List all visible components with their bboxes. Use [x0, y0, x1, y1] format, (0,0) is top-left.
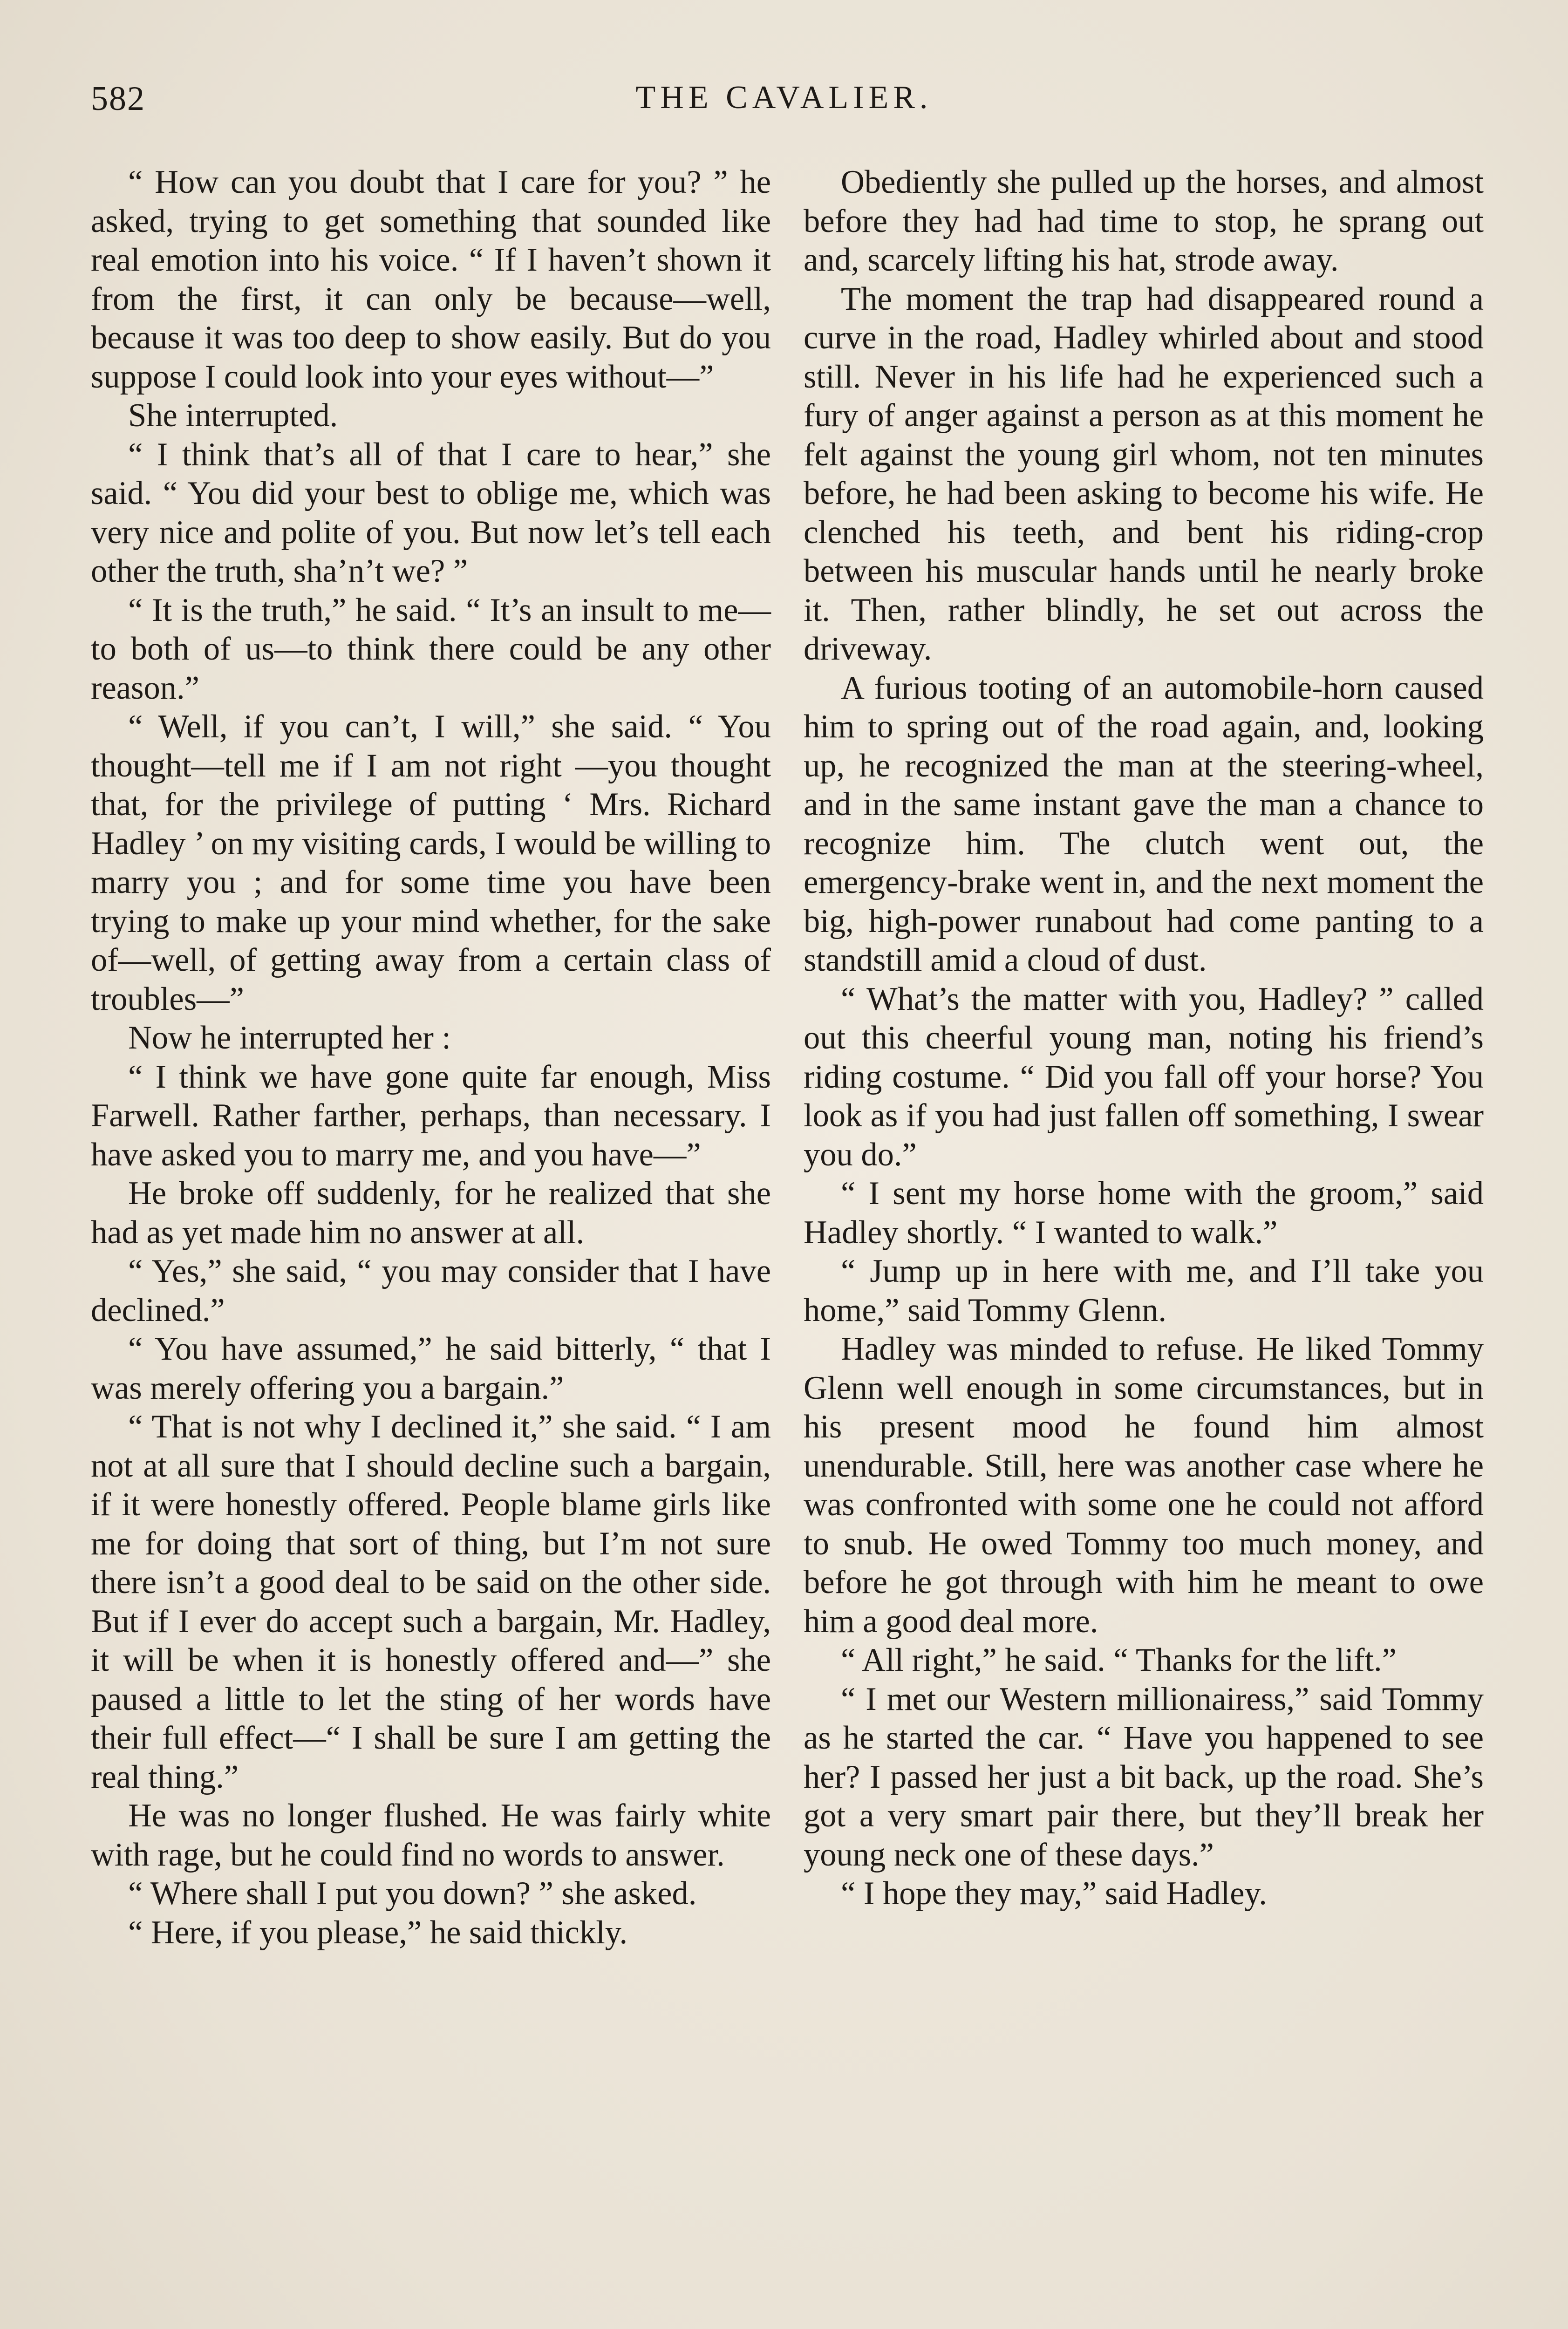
paragraph: She interrupted.	[128, 397, 338, 434]
paragraph: “ I sent my horse home with the groom,” said Hadley shortly. “ I wanted to walk.”	[804, 1175, 1484, 1251]
left-column	[91, 163, 771, 1952]
running-title: THE CAVALIER.	[635, 80, 933, 116]
paragraph: “ I think that’s all of that I care to hear,” she said. “ You did your best to oblige me, which was very nice and polite of you. But now let’s tell each other the truth, sha’n’t we? ”	[91, 436, 771, 589]
paragraph: “ I hope they may,” said Hadley.	[841, 1875, 1267, 1912]
paragraph: “ Jump up in here with me, and I’ll take you home,” said Tommy Glenn.	[804, 1253, 1484, 1328]
paragraph: “ Well, if you can’t, I will,” she said. “ You thought—tell me if I am not right —you thought that, for the privilege of putting ‘ Mrs. Richard Hadley ’ on my visiting cards, I would be willing to marry you ; and for some time you have been trying to make up your mind whether, for the sake of—well, of getting away from a certain class of troubles—”	[91, 708, 771, 1017]
paragraph: “ Where shall I put you down? ” she asked.	[128, 1875, 697, 1912]
paragraph: “ It is the truth,” he said. “ It’s an insult to me—to both of us—to think there could be any other reason.”	[91, 592, 771, 706]
paragraph: “ What’s the matter with you, Hadley? ” called out this cheerful young man, noting his friend’s riding costume. “ Did you fall off your horse? You look as if you had just fallen off something, I swear you do.”	[804, 981, 1484, 1173]
page-number: 582	[91, 80, 145, 118]
paragraph: He broke off suddenly, for he realized that she had as yet made him no answer at all.	[91, 1175, 771, 1251]
paragraph: “ That is not why I declined it,” she said. “ I am not at all sure that I should decline such a bargain, if it were honestly offered. People blame girls like me for doing that sort of thing, but I’m not sure there isn’t a good deal to be said on the other side. But if I ever do accept such a bargain, Mr. Hadley, it will be when it is honestly offered and—” she paused a little to let the sting of her words have their full effect—“ I shall be sure I am getting the real thing.”	[91, 1409, 771, 1795]
paragraph: “ I think we have gone quite far enough, Miss Farwell. Rather farther, perhaps, than necessary. I have asked you to marry me, and you have—”	[91, 1058, 771, 1173]
paragraph: Now he interrupted her :	[128, 1020, 451, 1056]
right-column	[804, 163, 1484, 1914]
paragraph: “ I met our Western millionairess,” said Tommy as he started the car. “ Have you happened to see her? I passed her just a bit back, up the road. She’s got a very smart pair there, but they’ll break her young neck one of these days.”	[804, 1681, 1484, 1873]
paragraph: “ Yes,” she said, “ you may consider that I have declined.”	[91, 1253, 771, 1328]
page-header	[91, 79, 1477, 130]
paragraph: “ All right,” he said. “ Thanks for the lift.”	[841, 1642, 1397, 1678]
paragraph: A furious tooting of an automobile-horn caused him to spring out of the road again, and, looking up, he recognized the man at the steering-wheel, and in the same instant gave the man a chance to recognize him. The clutch went out, the emergency-brake went in, and the next moment the big, high-power runabout had come panting to a standstill amid a cloud of dust.	[804, 669, 1484, 978]
paragraph: Hadley was minded to refuse. He liked Tommy Glenn well enough in some circumstances, but in his present mood he found him almost unendurable. Still, here was another case where he was confronted with some one he could not afford to snub. He owed Tommy too much money, and before he got through with him he meant to owe him a good deal more.	[804, 1331, 1484, 1640]
paragraph: “ Here, if you please,” he said thickly.	[128, 1914, 628, 1951]
paragraph: The moment the trap had disappeared round a curve in the road, Hadley whirled about and stood still. Never in his life had he experienced such a fury of anger against a person as at this moment he felt against the young girl whom, not ten minutes before, he had been asking to become his wife. He clenched his teeth, and bent his riding-crop between his muscular hands until he nearly broke it. Then, rather blindly, he set out across the driveway.	[804, 280, 1484, 667]
paragraph: “ You have assumed,” he said bitterly, “ that I was merely offering you a bargain.”	[91, 1331, 771, 1406]
paragraph: He was no longer flushed. He was fairly white with rage, but he could find no words to answer.	[91, 1798, 771, 1873]
paragraph: “ How can you doubt that I care for you? ” he asked, trying to get something that sounded like real emotion into his voice. “ If I haven’t shown it from the first, it can only be because—well, because it was too deep to show easily. But do you suppose I could look into your eyes without—”	[91, 164, 771, 395]
paragraph: Obediently she pulled up the horses, and almost before they had had time to stop, he sprang out and, scarcely lifting his hat, strode away.	[804, 164, 1484, 278]
